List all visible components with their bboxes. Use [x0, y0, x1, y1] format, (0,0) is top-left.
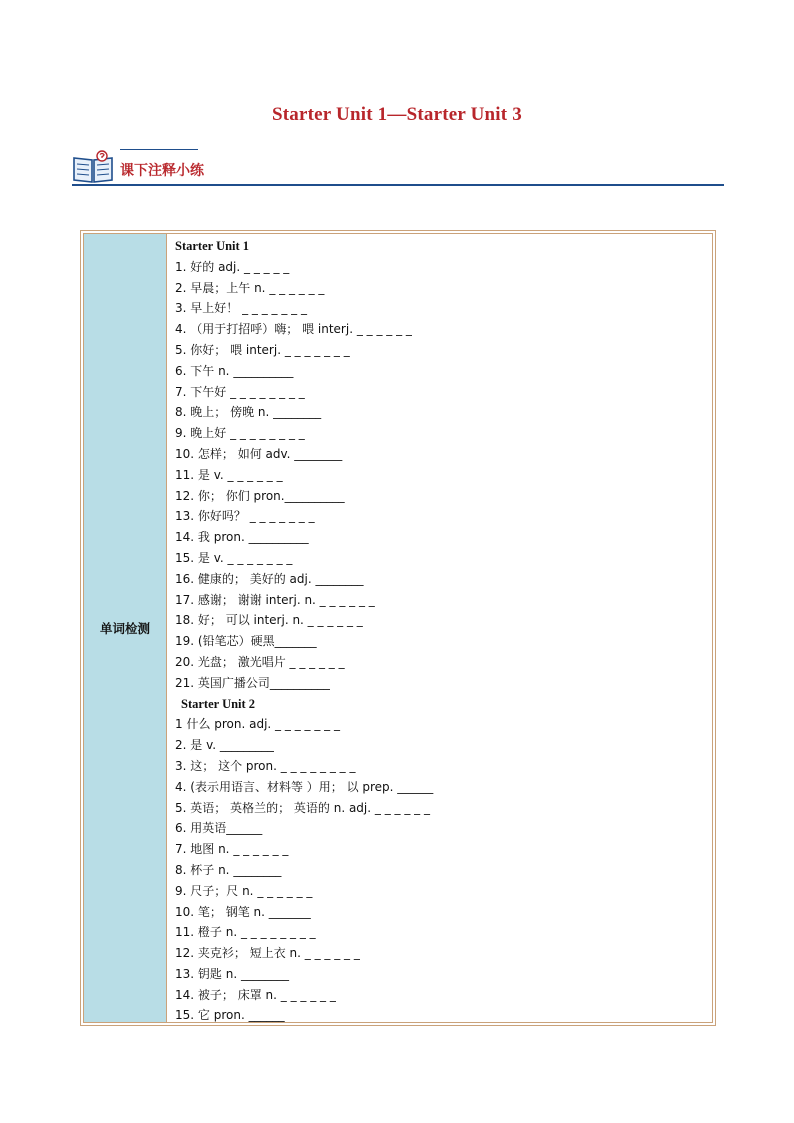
vocab-item: 6. 下午 n. __________ [175, 363, 294, 378]
vocab-item: 7. 地图 n. _ _ _ _ _ _ [175, 842, 289, 857]
vocab-item: 12. 夹克衫； 短上衣 n. _ _ _ _ _ _ [175, 946, 360, 961]
page-title: Starter Unit 1—Starter Unit 3 [272, 104, 522, 125]
vocab-item: 10. 笔； 钢笔 n. _______ [175, 904, 311, 919]
vocab-item: 4. (表示用语言、材料等 ）用； 以 prep. ______ [175, 779, 434, 794]
vocab-item: 16. 健康的； 美好的 adj. ________ [175, 571, 364, 586]
vocab-item: 20. 光盘； 激光唱片 _ _ _ _ _ _ [175, 654, 345, 669]
vocab-item: 11. 是 v. _ _ _ _ _ _ [175, 467, 283, 482]
vocab-item: 3. 这； 这个 pron. _ _ _ _ _ _ _ _ [175, 758, 356, 773]
vocab-item: 4. （用于打招呼）嗨； 喂 interj. _ _ _ _ _ _ [175, 322, 412, 337]
vocab-table [80, 230, 716, 1026]
vocab-item: 18. 好； 可以 interj. n. _ _ _ _ _ _ [175, 613, 363, 628]
unit-heading: Starter Unit 1 [175, 239, 250, 253]
vocab-item: 2. 早晨；上午 n. _ _ _ _ _ _ [175, 280, 325, 295]
open-book-icon [72, 150, 114, 184]
vocab-item: 6. 用英语______ [175, 821, 263, 836]
vocab-item: 15. 是 v. _ _ _ _ _ _ _ [175, 550, 293, 565]
header-top-rule [120, 149, 198, 150]
vocab-item: 14. 我 pron. __________ [175, 530, 309, 545]
vocab-item: 14. 被子； 床罩 n. _ _ _ _ _ _ [175, 987, 336, 1002]
vocab-item: 13. 钥匙 n. ________ [175, 966, 289, 981]
vocab-item: 19. (铅笔芯）硬黑_______ [175, 634, 317, 649]
vocab-item: 11. 橙子 n. _ _ _ _ _ _ _ _ [175, 925, 316, 940]
unit-heading: Starter Unit 2 [181, 696, 256, 711]
vocab-item: 7. 下午好 _ _ _ _ _ _ _ _ [175, 384, 305, 399]
vocab-item: 1 什么 pron. adj. _ _ _ _ _ _ _ [175, 717, 340, 732]
section-label: 课下注释小练 [120, 163, 204, 179]
vocab-item: 21. 英国广播公司__________ [175, 675, 330, 690]
vocab-item: 9. 晚上好 _ _ _ _ _ _ _ _ [175, 426, 305, 441]
section-header [72, 146, 724, 188]
vocab-item: 12. 你； 你们 pron.__________ [175, 488, 345, 503]
side-label: 单词检测 [83, 233, 167, 1023]
vocab-item: 13. 你好吗？ _ _ _ _ _ _ _ [175, 509, 315, 524]
header-bottom-rule [72, 184, 724, 186]
vocab-item: 5. 英语； 英格兰的； 英语的 n. adj. _ _ _ _ _ _ [175, 800, 430, 815]
vocab-item: 2. 是 v. _________ [175, 738, 274, 753]
vocab-item: 17. 感谢； 谢谢 interj. n. _ _ _ _ _ _ [175, 592, 375, 607]
vocab-item: 8. 杯子 n. ________ [175, 862, 282, 877]
vocab-item: 5. 你好； 喂 interj. _ _ _ _ _ _ _ [175, 342, 350, 357]
vocab-list [167, 233, 713, 1023]
vocab-item: 15. 它 pron. ______ [175, 1008, 285, 1023]
vocab-item: 1. 好的 adj. _ _ _ _ _ [175, 259, 290, 274]
vocab-item: 8. 晚上； 傍晚 n. ________ [175, 405, 322, 420]
vocab-item: 10. 怎样； 如何 adv. ________ [175, 446, 343, 461]
vocab-item: 9. 尺子；尺 n. _ _ _ _ _ _ [175, 883, 313, 898]
vocab-item: 3. 早上好！ _ _ _ _ _ _ _ [175, 301, 307, 316]
